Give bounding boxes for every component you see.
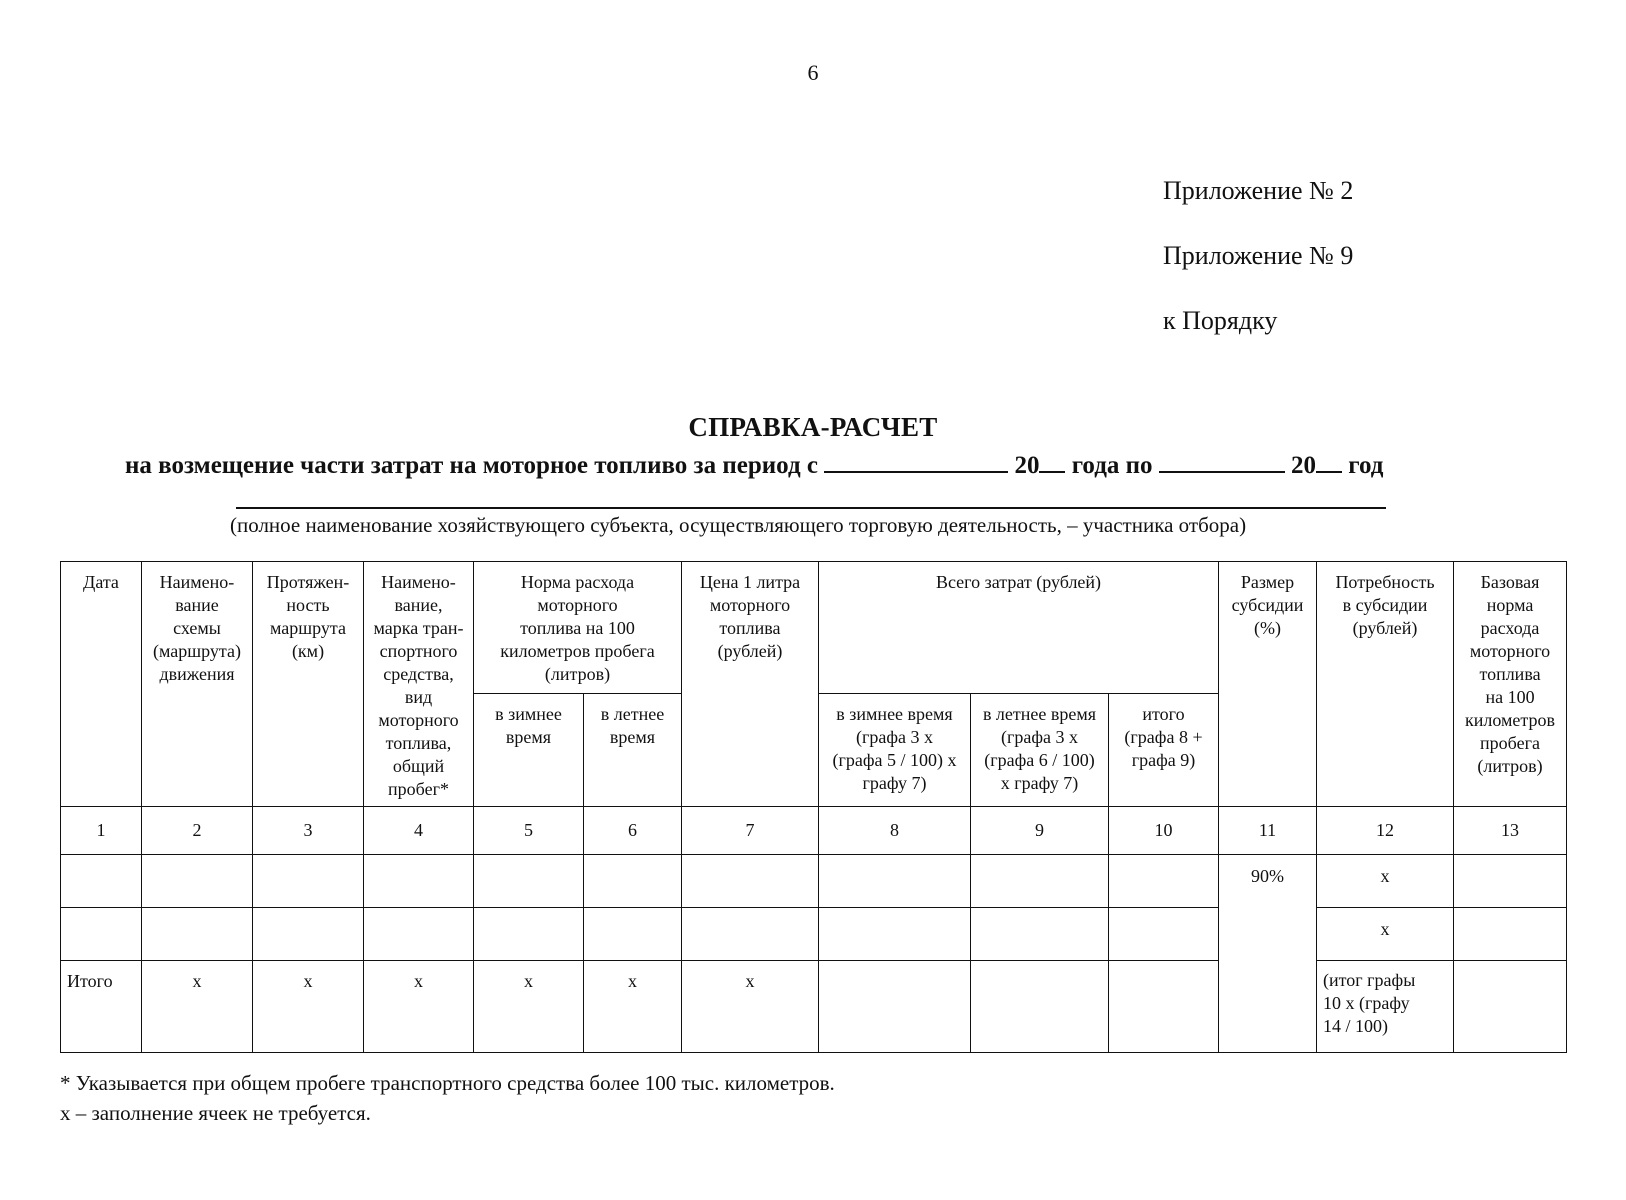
header-fuel-norm: Норма расхода моторного топлива на 100 километров пробега (литров) — [474, 562, 682, 694]
column-number: 4 — [364, 807, 474, 855]
calculation-table — [60, 561, 1567, 1053]
table-cell — [1454, 961, 1567, 1053]
subtitle-year-word: года по — [1065, 452, 1159, 479]
table-cell — [584, 908, 682, 961]
header-subsidy-need: Потребность в субсидии (рублей) — [1317, 562, 1454, 807]
subsidy-need-cell: х — [1317, 855, 1454, 908]
total-cell-x: х — [364, 961, 474, 1053]
subtitle-text-start: на возмещение части затрат на моторное топливо за период с — [125, 452, 825, 479]
table-cell — [142, 855, 253, 908]
column-number: 9 — [971, 807, 1109, 855]
column-number: 10 — [1109, 807, 1219, 855]
table-cell — [584, 855, 682, 908]
table-cell — [819, 961, 971, 1053]
column-number: 11 — [1219, 807, 1317, 855]
table-cell — [253, 855, 364, 908]
year-end-blank — [1316, 449, 1342, 473]
entity-name-line — [236, 507, 1386, 509]
appendix-number-9: Приложение № 9 — [1163, 241, 1354, 270]
subsidy-need-cell: х — [1317, 908, 1454, 961]
column-number: 2 — [142, 807, 253, 855]
period-start-blank — [824, 449, 1008, 473]
year-start-blank — [1039, 449, 1065, 473]
header-cost-winter: в зимнее время (графа 3 х (графа 5 / 100) х графу 7) — [819, 694, 971, 807]
header-route-length: Протяжен- ность маршрута (км) — [253, 562, 364, 807]
header-norm-winter: в зимнее время — [474, 694, 584, 807]
column-number: 3 — [253, 807, 364, 855]
table-cell — [819, 855, 971, 908]
total-cell-x: х — [584, 961, 682, 1053]
total-cell-x: х — [142, 961, 253, 1053]
table-cell — [61, 908, 142, 961]
table-cell — [142, 908, 253, 961]
table-cell — [1109, 908, 1219, 961]
column-number: 5 — [474, 807, 584, 855]
total-cell-x: х — [474, 961, 584, 1053]
table-cell — [682, 855, 819, 908]
subsidy-percent-cell: 90% — [1219, 855, 1317, 1053]
table-cell — [1454, 855, 1567, 908]
header-cost-summer: в летнее время (графа 3 х (графа 6 / 100) х графу 7) — [971, 694, 1109, 807]
column-number: 1 — [61, 807, 142, 855]
header-date: Дата — [61, 562, 142, 807]
appendix-number-2: Приложение № 2 — [1163, 176, 1354, 205]
table-cell — [61, 855, 142, 908]
table-cell — [364, 908, 474, 961]
header-base-norm: Базовая норма расхода моторного топлива на 100 километров пробега (литров) — [1454, 562, 1567, 807]
appendix-to-procedure: к Порядку — [1163, 306, 1278, 335]
subtitle-year-start: 20 — [1008, 452, 1040, 479]
table-cell — [971, 961, 1109, 1053]
total-cell-x: х — [253, 961, 364, 1053]
column-number: 6 — [584, 807, 682, 855]
total-cell-x: х — [682, 961, 819, 1053]
period-end-blank — [1159, 449, 1285, 473]
table-cell — [474, 908, 584, 961]
subtitle-year-end: 20 — [1284, 452, 1316, 479]
page-number: 6 — [807, 60, 819, 85]
column-number: 12 — [1317, 807, 1454, 855]
header-norm-summer: в летнее время — [584, 694, 682, 807]
header-scheme: Наимено- вание схемы (маршрута) движения — [142, 562, 253, 807]
header-fuel-price: Цена 1 литра моторного топлива (рублей) — [682, 562, 819, 807]
column-number: 8 — [819, 807, 971, 855]
header-subsidy-size: Размер субсидии (%) — [1219, 562, 1317, 807]
column-number: 7 — [682, 807, 819, 855]
table-cell — [819, 908, 971, 961]
total-row-label: Итого — [61, 961, 142, 1053]
table-cell — [1109, 961, 1219, 1053]
footnote-asterisk: * Указывается при общем пробеге транспортного средства более 100 тыс. километров. — [60, 1071, 835, 1095]
footnote-x-mark: х – заполнение ячеек не требуется. — [60, 1101, 371, 1125]
column-number: 13 — [1454, 807, 1567, 855]
table-cell — [253, 908, 364, 961]
table-cell — [1454, 908, 1567, 961]
header-total-costs: Всего затрат (рублей) — [819, 562, 1219, 694]
table-cell — [474, 855, 584, 908]
table-cell — [971, 855, 1109, 908]
table-cell — [364, 855, 474, 908]
table-cell — [1109, 855, 1219, 908]
entity-name-caption: (полное наименование хозяйствующего субъекта, осуществляющего торговую деятельность, – участника отбора) — [230, 513, 1247, 537]
header-vehicle: Наимено- вание, марка тран- спортного средства, вид моторного топлива, общий пробег* — [364, 562, 474, 807]
subtitle-text-end: год — [1342, 452, 1384, 479]
header-cost-total: итого (графа 8 + графа 9) — [1109, 694, 1219, 807]
document-subtitle — [125, 449, 1383, 480]
document-title: СПРАВКА-РАСЧЕТ — [688, 412, 938, 442]
table-cell — [682, 908, 819, 961]
total-subsidy-need-formula: (итог графы 10 х (графу 14 / 100) — [1317, 961, 1454, 1053]
table-cell — [971, 908, 1109, 961]
